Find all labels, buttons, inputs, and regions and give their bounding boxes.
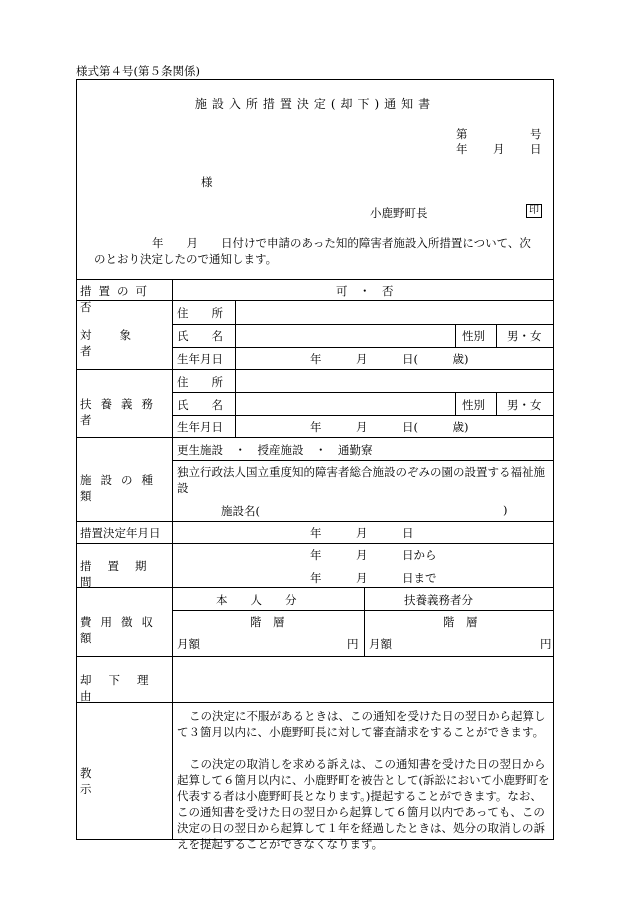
rule xyxy=(76,656,554,657)
date-year: 年 xyxy=(456,142,468,156)
fee-self-yen: 円 xyxy=(347,637,359,651)
target-name-label: 氏 名 xyxy=(177,329,223,343)
guardian-sex-label: 性別 xyxy=(462,398,485,412)
notice-paragraph-1: この決定に不服があるときは、この通知を受けた日の翌日から起算して３箇月以内に、小鹿野町長に対して審査請求をすることができます。 xyxy=(177,709,546,739)
fee-self-header: 本 人 分 xyxy=(216,593,297,607)
column-divider xyxy=(364,587,365,656)
rule xyxy=(172,460,554,461)
decision-date-value: 年 月 日 xyxy=(310,526,414,540)
rule xyxy=(76,543,554,544)
target-sex-label: 性別 xyxy=(462,329,485,343)
notice-paragraph-2: この決定の取消しを求める訴えは、この通知書を受けた日の翌日から起算して６箇月以内に、小鹿野町を被告として(訴訟において小鹿野町を代表する者は小鹿野町長となります。)提起することができます。なお、この通知書を受けた日の翌日から起算して６箇月以内であっても、この決定の日の翌日から起算して１年を経過したときは、処分の取消しの訴えを提起することができなくなります。 xyxy=(177,757,550,851)
column-divider xyxy=(496,324,497,347)
row-label-period xyxy=(80,558,168,590)
row-label-facility xyxy=(80,472,168,504)
guardian-sex-value: 男・女 xyxy=(507,398,542,412)
date-day: 日 xyxy=(530,142,542,156)
rule xyxy=(172,610,554,611)
fee-guardian-tier: 階 層 xyxy=(443,615,478,629)
target-birth-label: 生年月日 xyxy=(177,352,223,366)
rule xyxy=(76,521,554,522)
fee-guardian-monthly: 月額 xyxy=(369,637,392,651)
rule xyxy=(76,437,554,438)
form-number-label: 様式第４号(第５条関係) xyxy=(76,64,200,78)
intro-line-2: のとおり決定したので通知します。 xyxy=(94,252,278,266)
period-from: 年 月 日から xyxy=(310,548,437,562)
column-divider xyxy=(235,300,236,437)
date-month: 月 xyxy=(493,142,505,156)
seal-stamp: 印 xyxy=(526,204,542,218)
column-divider xyxy=(455,392,456,415)
number-prefix: 第 xyxy=(456,127,468,141)
facility-name-label: 施設名( xyxy=(221,504,260,518)
label-text: 措置期間 xyxy=(80,559,163,589)
guardian-birth-value: 年 月 日( 歳) xyxy=(310,420,469,434)
label-text: 措置決定年月日 xyxy=(80,526,161,540)
row-label-notice xyxy=(80,765,168,797)
rule xyxy=(172,415,554,416)
intro-line-1: 年 月 日付けで申請のあった知的障害者施設入所措置について、次 xyxy=(152,236,531,250)
row-label-kahi xyxy=(80,283,168,315)
fee-guardian-header: 扶養義務者分 xyxy=(404,593,473,607)
rule xyxy=(172,347,554,348)
label-text: 措置の可否 xyxy=(80,284,154,314)
column-divider xyxy=(496,392,497,415)
target-sex-value: 男・女 xyxy=(507,329,542,343)
facility-name-close: ) xyxy=(503,503,508,517)
label-text: 教示 xyxy=(80,766,162,796)
label-text: 施設の種類 xyxy=(80,473,162,503)
guardian-birth-label: 生年月日 xyxy=(177,420,223,434)
document-title xyxy=(76,95,554,112)
fee-self-tier: 階 層 xyxy=(250,615,285,629)
label-text: 扶養義務者 xyxy=(80,397,162,427)
label-text: 対象者 xyxy=(80,328,159,358)
fee-self-monthly: 月額 xyxy=(177,637,200,651)
row-label-fee xyxy=(80,614,168,646)
column-divider xyxy=(455,324,456,347)
sender-name: 小鹿野町長 xyxy=(370,206,428,220)
intro-paragraph xyxy=(84,235,550,267)
title-text: 施設入所措置決定(却下)通知書 xyxy=(194,97,436,111)
row-label-target xyxy=(80,327,168,359)
facility-national: 独立行政法人国立重度知的障害者総合施設のぞみの園の設置する福祉施設 xyxy=(177,465,545,495)
row-label-guardian xyxy=(80,396,168,428)
recipient-honorific: 様 xyxy=(201,175,213,189)
guardian-address-label: 住 所 xyxy=(177,375,223,389)
rule xyxy=(76,369,554,370)
fee-guardian-yen: 円 xyxy=(540,637,552,651)
row-label-decision-date xyxy=(80,525,168,541)
period-to: 年 月 日まで xyxy=(310,571,437,585)
kahi-value: 可 ・ 否 xyxy=(336,284,394,298)
facility-types: 更生施設 ・ 授産施設 ・ 通勤寮 xyxy=(177,443,373,457)
rule xyxy=(76,279,554,280)
label-text: 費用徴収額 xyxy=(80,615,162,645)
guardian-name-label: 氏 名 xyxy=(177,398,223,412)
row-label-reject xyxy=(80,672,168,704)
target-address-label: 住 所 xyxy=(177,306,223,320)
column-divider xyxy=(172,279,173,840)
target-birth-value: 年 月 日( 歳) xyxy=(310,352,469,366)
number-suffix: 号 xyxy=(530,127,542,141)
label-text: 却下理由 xyxy=(80,673,166,703)
